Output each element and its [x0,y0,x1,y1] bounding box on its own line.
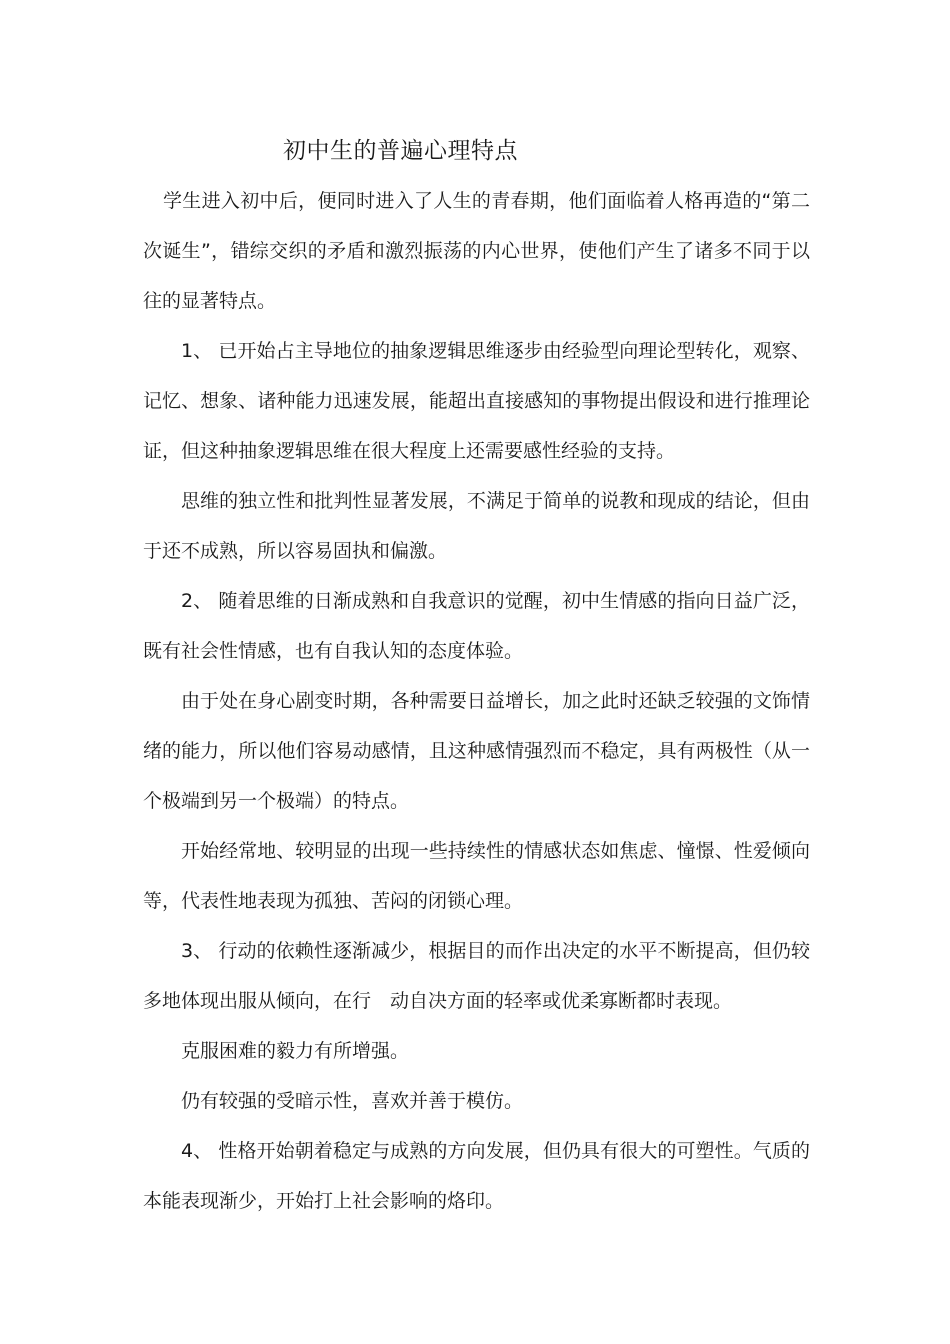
document-body [143,176,810,1226]
document-title: 初中生的普遍心理特点 [283,138,518,164]
paragraph-emotion: 由于处在身心剧变时期，各种需要日益增长，加之此时还缺乏较强的文饰情绪的能力，所以他们容易动感情，且这种感情强烈而不稳定，具有两极性（从一个极端到另一个极端）的特点。 [143,690,810,812]
paragraph-point-2: 2、 随着思维的日渐成熟和自我意识的觉醒，初中生情感的指向日益广泛，既有社会性情感，也有自我认知的态度体验。 [143,590,810,662]
paragraph-suggestibility: 仍有较强的受暗示性，喜欢并善于模仿。 [181,1090,524,1112]
paragraph-emotional-states: 开始经常地、较明显的出现一些持续性的情感状态如焦虑、憧憬、性爱倾向等，代表性地表现为孤独、苦闷的闭锁心理。 [143,840,810,912]
paragraph-point-3: 3、 行动的依赖性逐渐减少，根据目的而作出决定的水平不断提高，但仍较多地体现出服从倾向，在行 动自决方面的轻率或优柔寡断都时表现。 [143,940,810,1012]
paragraph-perseverance: 克服困难的毅力有所增强。 [181,1040,410,1062]
paragraph-point-4: 4、 性格开始朝着稳定与成熟的方向发展，但仍具有很大的可塑性。气质的本能表现渐少，开始打上社会影响的烙印。 [143,1140,810,1212]
paragraph-point-1: 1、 已开始占主导地位的抽象逻辑思维逐步由经验型向理论型转化，观察、记忆、想象、诸种能力迅速发展，能超出直接感知的事物提出假设和进行推理论证，但这种抽象逻辑思维在很大程度上还需要感性经验的支持。 [143,340,810,462]
paragraph-thinking: 思维的独立性和批判性显著发展，不满足于简单的说教和现成的结论，但由于还不成熟，所以容易固执和偏激。 [143,490,810,562]
paragraph-intro: 学生进入初中后，便同时进入了人生的青春期，他们面临着人格再造的“第二次诞生”，错综交织的矛盾和激烈振荡的内心世界，使他们产生了诸多不同于以往的显著特点。 [143,190,810,312]
